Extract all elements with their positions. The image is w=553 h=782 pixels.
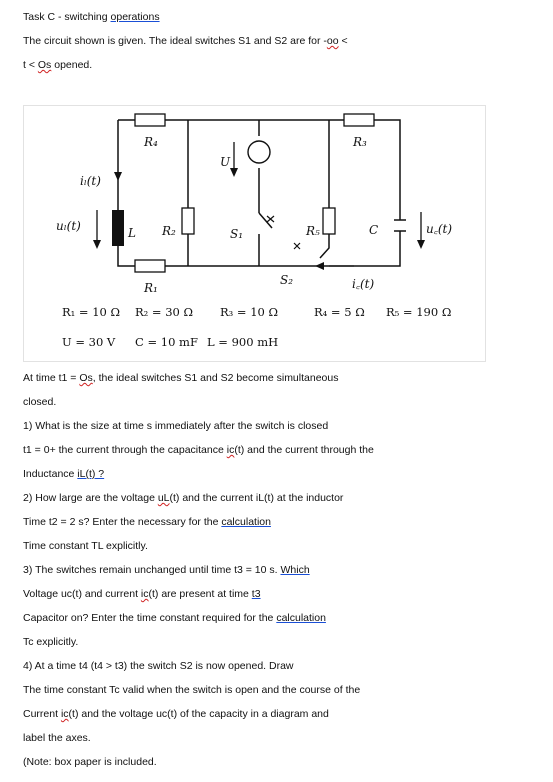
label-l: L	[128, 226, 136, 240]
spell-mark[interactable]: ic	[60, 708, 69, 720]
text-line-12: Tc explicitly.	[23, 636, 79, 648]
label-ic: i꜀(t)	[352, 277, 375, 291]
text-line-15-end: (t) and the voltage uc(t) of the capacity in a diagram and	[68, 708, 329, 720]
value-r4: R₄ = 5 Ω	[314, 305, 365, 319]
text-line-15-start: Current	[23, 708, 61, 720]
task-title	[23, 11, 160, 23]
ic-arrow-head	[315, 262, 324, 270]
text-line-7-start: Time t2 = 2 s? Enter the necessary for the	[23, 516, 222, 528]
resistor-r5	[323, 208, 335, 234]
value-l: L = 900 mH	[207, 335, 279, 349]
switch-s1	[259, 213, 272, 228]
text-line-4	[23, 444, 374, 456]
text-line-10	[23, 588, 261, 600]
task-title-text: Task C - switching	[23, 11, 111, 23]
source-arrow-head	[230, 168, 238, 177]
intro-line-2-text: The circuit shown is given. The ideal switches S1 and S2 are for -	[23, 35, 327, 47]
text-line-7	[23, 516, 271, 528]
il-arrow-head	[114, 172, 122, 181]
label-ul: uₗ(t)	[56, 219, 81, 233]
text-line-11	[23, 612, 326, 624]
label-r5: R₅	[306, 224, 320, 238]
label-r4: R₄	[144, 135, 158, 149]
resistor-r3	[344, 114, 374, 126]
intro-line-3-text: t <	[23, 59, 38, 71]
capacitor-c	[394, 220, 406, 231]
spell-mark[interactable]: Os	[37, 59, 52, 71]
spell-mark[interactable]: Os	[79, 372, 93, 384]
text-line-17: (Note: box paper is included.	[23, 756, 157, 768]
intro-line-2	[23, 35, 348, 47]
text-line-6	[23, 492, 343, 504]
label-u: U	[220, 155, 231, 169]
value-r1: R₁ = 10 Ω	[62, 305, 121, 319]
resistor-r4	[135, 114, 165, 126]
text-line-10-link[interactable]: t3	[251, 588, 261, 600]
switch-s2-contact-icon	[294, 243, 300, 249]
intro-line-2-end: <	[338, 35, 348, 47]
text-line-6-start: 2) How large are the voltage	[23, 492, 158, 504]
text-line-11-link[interactable]: calculation	[276, 612, 326, 624]
intro-line-3	[23, 59, 92, 71]
label-s2: S₂	[280, 273, 294, 287]
intro-line-3-end: opened.	[51, 59, 93, 71]
text-line-2: closed.	[23, 396, 57, 408]
text-line-9	[23, 564, 310, 576]
text-line-1-end: , the ideal switches S1 and S2 become simultaneous	[92, 372, 339, 384]
label-r1: R₁	[144, 281, 158, 295]
value-c: C = 10 mF	[135, 335, 198, 349]
spell-mark[interactable]: ic	[140, 588, 149, 600]
text-line-5-start: Inductance	[23, 468, 78, 480]
label-r2: R₂	[162, 224, 176, 238]
circuit-figure	[23, 105, 486, 362]
text-line-14: The time constant Tc valid when the switch is open and the course of the	[23, 684, 361, 696]
text-line-10-start: Voltage uc(t) and current	[23, 588, 141, 600]
spell-mark[interactable]: uL	[157, 492, 170, 504]
label-c: C	[369, 223, 379, 237]
label-r3: R₃	[353, 135, 367, 149]
ul-arrow-head	[93, 240, 101, 249]
value-r3: R₃ = 10 Ω	[220, 305, 279, 319]
label-il: iₗ(t)	[80, 174, 101, 188]
inductor-l	[112, 210, 124, 246]
value-r5: R₅ = 190 Ω	[386, 305, 452, 319]
switch-s1-contact-icon	[267, 216, 274, 222]
text-line-5-link[interactable]: iL(t) ?	[77, 468, 105, 480]
spell-mark[interactable]: oo	[326, 35, 339, 47]
value-r2: R₂ = 30 Ω	[135, 305, 194, 319]
text-line-16: label the axes.	[23, 732, 91, 744]
text-line-3: 1) What is the size at time s immediately after the switch is closed	[23, 420, 329, 432]
text-line-11-start: Capacitor on? Enter the time constant required for the	[23, 612, 277, 624]
text-line-1-start: At time t1 =	[23, 372, 80, 384]
text-line-15	[23, 708, 329, 720]
text-line-5	[23, 468, 104, 480]
uc-arrow-head	[417, 240, 425, 249]
text-line-1	[23, 372, 338, 384]
resistor-r1	[135, 260, 165, 272]
label-uc: u꜀(t)	[426, 222, 453, 236]
voltage-source-u	[248, 141, 270, 163]
label-s1: S₁	[230, 227, 244, 241]
text-line-7-link[interactable]: calculation	[221, 516, 271, 528]
text-line-4-end: (t) and the current through the	[234, 444, 374, 456]
text-line-10-mid: (t) are present at time	[148, 588, 252, 600]
text-line-6-end: (t) and the current iL(t) at the inductor	[169, 492, 344, 504]
title-link[interactable]: operations	[110, 11, 160, 23]
resistor-r2	[182, 208, 194, 234]
text-line-8: Time constant TL explicitly.	[23, 540, 148, 552]
text-line-9-start: 3) The switches remain unchanged until time t3 = 10 s.	[23, 564, 281, 576]
text-line-9-link[interactable]: Which	[280, 564, 310, 576]
text-line-13: 4) At a time t4 (t4 > t3) the switch S2 is now opened. Draw	[23, 660, 294, 672]
circuit-diagram	[24, 106, 485, 361]
value-u: U = 30 V	[62, 335, 116, 349]
spell-mark[interactable]: ic	[226, 444, 235, 456]
text-line-4-start: t1 = 0+ the current through the capacitance	[23, 444, 227, 456]
